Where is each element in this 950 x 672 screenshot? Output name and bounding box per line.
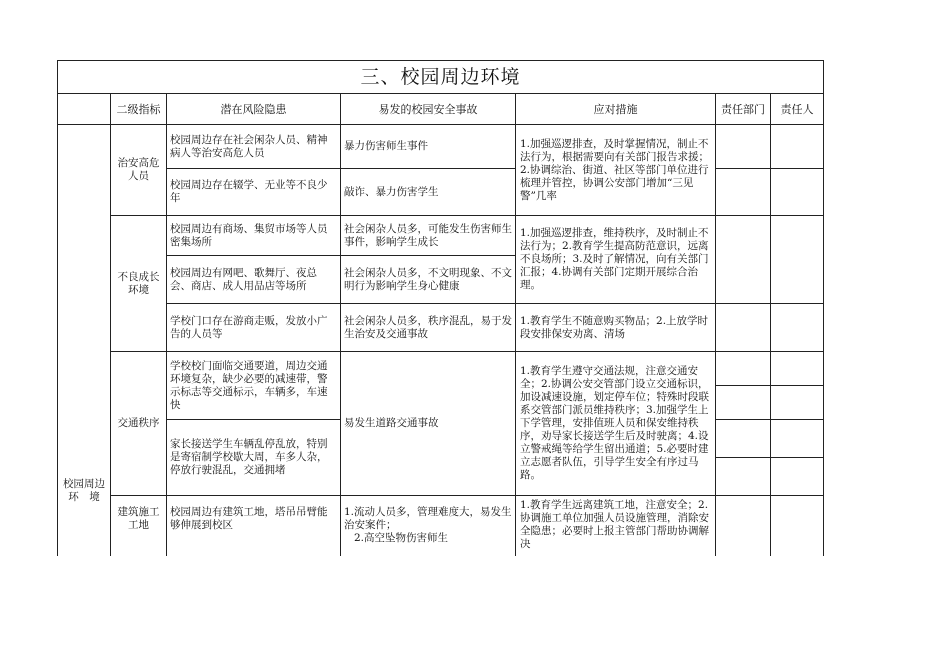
header-level2: 二级指标 — [111, 94, 167, 125]
measures-cell: 1.教育学生远离建筑工地，注意安全；2.协调施工单位加强人员设施管理，消除安全隐患；必要时上报主管部门帮助协调解决 — [516, 496, 716, 556]
header-measures: 应对措施 — [516, 94, 716, 125]
accident-cell: 社会闲杂人员多，秩序混乱，易于发生治安及交通事故 — [341, 304, 516, 352]
group-construction-label: 建筑施工工地 — [111, 496, 167, 556]
risk-cell: 校园周边存在辍学、无业等不良少年 — [167, 169, 341, 216]
dept-cell — [716, 125, 771, 169]
person-cell — [771, 304, 824, 352]
category-cell: 校园周边环 境 — [58, 125, 111, 556]
risk-cell: 校园周边有商场、集贸市场等人员密集场所 — [167, 216, 341, 256]
sheet-title: 三、校园周边环境 — [58, 61, 824, 94]
dept-cell — [716, 304, 771, 352]
header-accident: 易发的校园安全事故 — [341, 94, 516, 125]
construction-accident-line-2: 2.高空坠物伤害师生 — [354, 532, 449, 544]
risk-cell: 学校门口存在游商走贩，发放小广告的人员等 — [167, 304, 341, 352]
person-cell — [771, 216, 824, 304]
accident-cell: 社会闲杂人员多，不文明现象、不文明行为影响学生身心健康 — [341, 256, 516, 304]
dept-cell — [716, 458, 771, 496]
dept-cell — [716, 496, 771, 556]
measures-cell: 1.加强巡逻排查，维持秩序，及时制止不法行为；2.教育学生提高防范意识，远离不良场所；3.及时了解情况，向有关部门汇报；4.协调有关部门定期开展综合治理。 — [516, 216, 716, 304]
risk-table — [57, 60, 824, 556]
person-cell — [771, 125, 824, 169]
person-cell — [771, 352, 824, 386]
dept-cell — [716, 352, 771, 386]
accident-cell: 易发生道路交通事故 — [341, 352, 516, 496]
dept-cell — [716, 420, 771, 458]
group-security-label: 治安高危人员 — [111, 125, 167, 216]
group-traffic-label: 交通秩序 — [111, 352, 167, 496]
header-person: 责任人 — [771, 94, 824, 125]
measures-cell: 1.教育学生不随意购买物品；2.上放学时段安排保安劝离、清场 — [516, 304, 716, 352]
risk-cell: 家长接送学生车辆乱停乱放，特别是寄宿制学校歇大周，车多人杂，停放行驶混乱，交通拥堵 — [167, 420, 341, 496]
header-blank — [58, 94, 111, 125]
risk-cell: 校园周边有建筑工地，塔吊吊臂能够伸展到校区 — [167, 496, 341, 556]
risk-cell: 学校校门面临交通要道，周边交通环境复杂，缺少必要的减速带，警示标志等交通标示，车辆多，车速快 — [167, 352, 341, 420]
accident-cell — [341, 496, 516, 556]
risk-cell: 校园周边存在社会闲杂人员、精神病人等治安高危人员 — [167, 125, 341, 169]
person-cell — [771, 458, 824, 496]
measures-cell: 1.加强巡逻排查，及时掌握情况，制止不法行为，根据需要向有关部门报告求援；2.协调综治、街道、社区等部门单位进行梳理并管控，协调公安部门增加“三见警”几率 — [516, 125, 716, 216]
dept-cell — [716, 169, 771, 216]
group-bad-growth-label: 不良成长环境 — [111, 216, 167, 352]
dept-cell — [716, 216, 771, 304]
person-cell — [771, 386, 824, 420]
construction-accident-line-1: 1.流动人员多，管理难度大，易发生治安案件； — [344, 506, 512, 531]
accident-cell: 社会闲杂人员多，可能发生伤害师生事件，影响学生成长 — [341, 216, 516, 256]
person-cell — [771, 420, 824, 458]
measures-cell: 1.教育学生遵守交通法规，注意交通安全；2.协调公安交管部门设立交通标识，加设减速设施，划定停车位；特殊时段联系交管部门派员维持秩序；3.加强学生上下学管理，安排值班人员和保安维持秩序，劝导家长接送学生后及时驶离；4.设立警戒绳等给学生留出通道；5.必要时建立志愿者队伍，引导学生安全有序过马路。 — [516, 352, 716, 496]
dept-cell — [716, 386, 771, 420]
accident-cell: 敲诈、暴力伤害学生 — [341, 169, 516, 216]
header-dept: 责任部门 — [716, 94, 771, 125]
accident-cell: 暴力伤害师生事件 — [341, 125, 516, 169]
person-cell — [771, 169, 824, 216]
risk-cell: 校园周边有网吧、歌舞厅、夜总会、商店、成人用品店等场所 — [167, 256, 341, 304]
header-risk: 潜在风险隐患 — [167, 94, 341, 125]
person-cell — [771, 496, 824, 556]
